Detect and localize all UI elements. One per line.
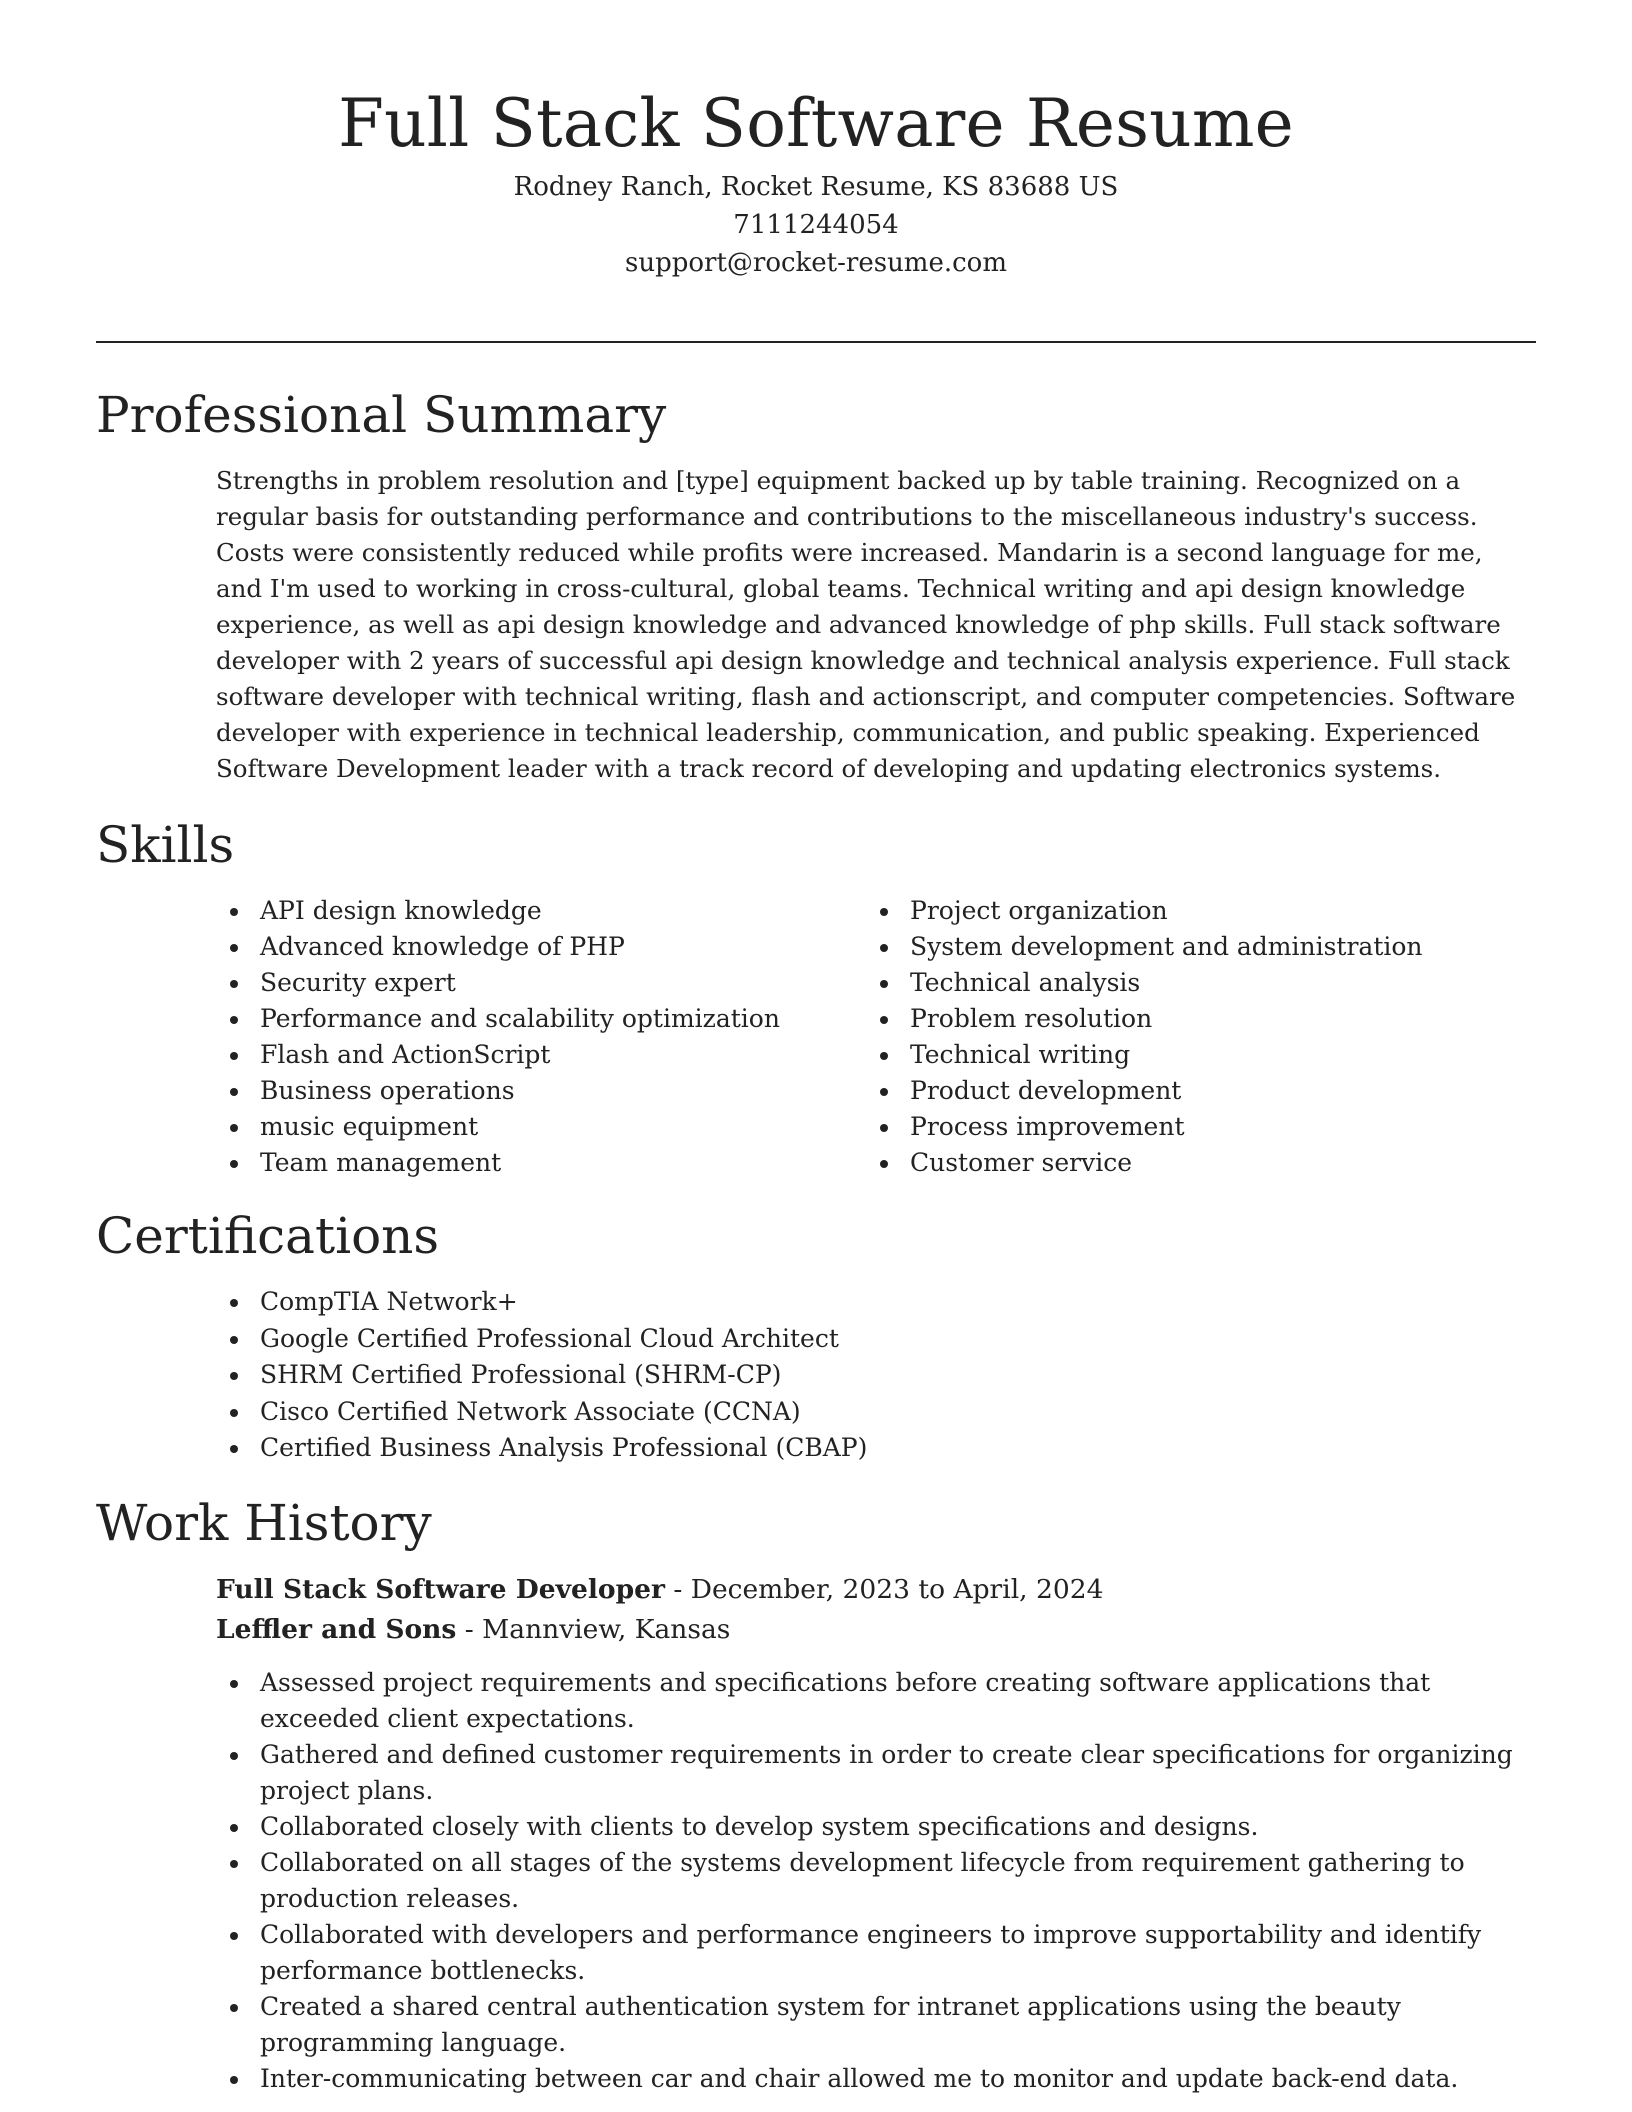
job-bullet: Gathered and defined customer requirements in order to create clear specifications for organizing project plans. (216, 1737, 1536, 1809)
skill-item: Flash and ActionScript (216, 1037, 816, 1073)
header-divider (96, 341, 1536, 343)
skill-item: Customer service (866, 1145, 1526, 1181)
job-bullet: Collaborated on all stages of the systems development lifecycle from requirement gathering to production releases. (216, 1845, 1536, 1917)
section-heading-work-history: Work History (96, 1494, 432, 1552)
skill-item: Technical analysis (866, 965, 1526, 1001)
skill-item: music equipment (216, 1109, 816, 1145)
resume-header (96, 80, 1536, 282)
skill-item: API design knowledge (216, 893, 816, 929)
skill-item: Performance and scalability optimization (216, 1001, 816, 1037)
section-heading-skills: Skills (96, 816, 235, 874)
skill-item: Process improvement (866, 1109, 1526, 1145)
certifications-list (216, 1284, 1216, 1467)
job-responsibilities-list (216, 1665, 1536, 2097)
certification-item: Certified Business Analysis Professional (CBAP) (216, 1430, 1216, 1467)
certification-item: Google Certified Professional Cloud Architect (216, 1321, 1216, 1358)
job-bullet: Created a shared central authentication system for intranet applications using the beauty programming language. (216, 1989, 1536, 2061)
skill-item: Product development (866, 1073, 1526, 1109)
contact-phone: 7111244054 (733, 210, 899, 240)
certification-item: Cisco Certified Network Associate (CCNA) (216, 1394, 1216, 1431)
skill-item: System development and administration (866, 929, 1526, 965)
certification-item: CompTIA Network+ (216, 1284, 1216, 1321)
resume-title: Full Stack Software Resume (338, 85, 1294, 162)
summary-paragraph: Strengths in problem resolution and [type] equipment backed up by table training. Recognized on a regular basis for outstanding performance and contributions to the miscellaneous industry's success. Costs were consistently reduced while profits were increased. Mandarin is a second language for me, and I'm used to working in cross-cultural, global teams. Technical writing and api design knowledge experience, as well as api design knowledge and advanced knowledge of php skills. Full stack software developer with 2 years of successful api design knowledge and technical analysis experience. Full stack software developer with technical writing, flash and actionscript, and computer competencies. Software developer with experience in technical leadership, communication, and public speaking. Experienced Software Development leader with a track record of developing and updating electronics systems. (216, 466, 1516, 783)
section-heading-certifications: Certifications (96, 1207, 440, 1265)
skill-item: Security expert (216, 965, 816, 1001)
job-dates: - December, 2023 to April, 2024 (664, 1574, 1104, 1605)
skill-item: Technical writing (866, 1037, 1526, 1073)
certification-item: SHRM Certified Professional (SHRM-CP) (216, 1357, 1216, 1394)
job-bullet: Inter-communicating between car and chair allowed me to monitor and update back-end data. (216, 2061, 1536, 2097)
contact-address: Rodney Ranch, Rocket Resume, KS 83688 US (513, 172, 1119, 202)
skill-item: Project organization (866, 893, 1526, 929)
job-location: - Mannview, Kansas (456, 1614, 731, 1645)
skills-list-left (216, 893, 816, 1181)
job-bullet: Collaborated with developers and performance engineers to improve supportability and identify performance bottlenecks. (216, 1917, 1536, 1989)
skill-item: Team management (216, 1145, 816, 1181)
job-company: Leffler and Sons (216, 1614, 457, 1645)
job-title: Full Stack Software Developer (216, 1574, 665, 1605)
skill-item: Problem resolution (866, 1001, 1526, 1037)
job-title-line (216, 1570, 1103, 1610)
skill-item: Advanced knowledge of PHP (216, 929, 816, 965)
skills-list-right (866, 893, 1526, 1181)
skill-item: Business operations (216, 1073, 816, 1109)
section-heading-summary: Professional Summary (96, 386, 667, 444)
contact-email: support@rocket-resume.com (624, 248, 1007, 278)
job-company-line (216, 1610, 730, 1650)
job-bullet: Assessed project requirements and specifications before creating software applications that exceeded client expectations. (216, 1665, 1536, 1737)
job-bullet: Collaborated closely with clients to develop system specifications and designs. (216, 1809, 1536, 1845)
